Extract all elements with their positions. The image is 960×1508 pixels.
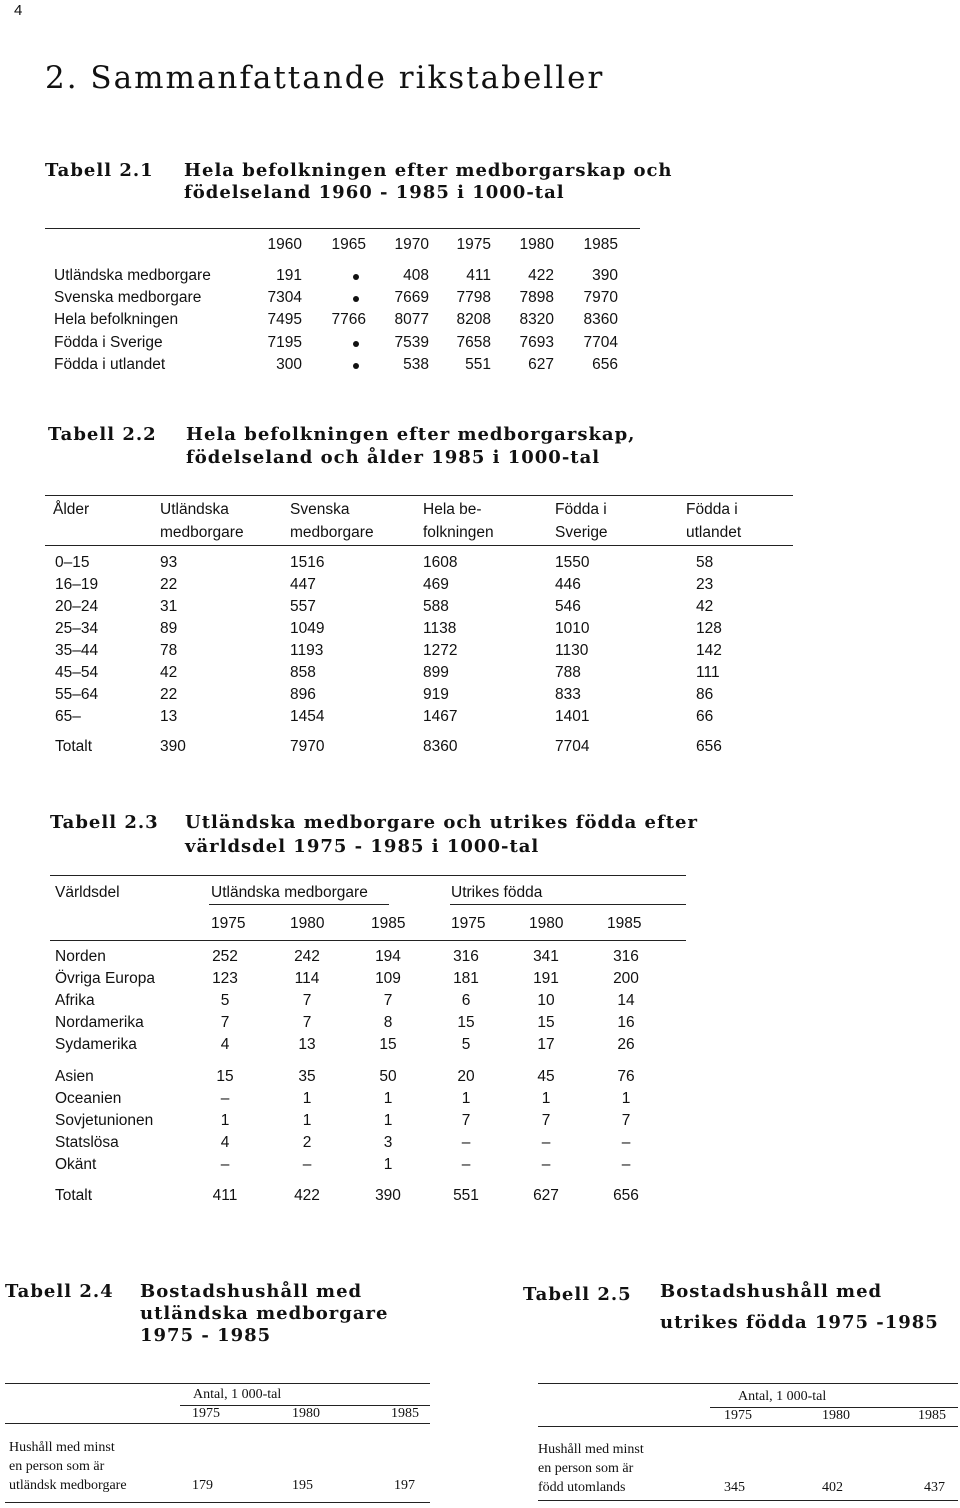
t21-row-label: Svenska medborgare [54, 289, 202, 307]
t22-cell: 1467 [423, 708, 458, 725]
t22-age-label: 45–54 [55, 664, 99, 681]
t22-cell: 128 [696, 620, 722, 637]
t24-year-1985: 1985 [391, 1406, 419, 1421]
t23-caption-line2: världsdel 1975 - 1985 i 1000-tal [185, 836, 540, 857]
t23-cell: 10 [537, 992, 555, 1009]
t22-header-line2: Sverige [555, 524, 608, 541]
t21-year-header: 1965 [331, 236, 366, 253]
t22-cell: 1516 [290, 554, 325, 571]
t23-cell: 8 [383, 1014, 393, 1031]
t23-cell: 5 [220, 992, 230, 1009]
t21-year-header: 1970 [394, 236, 429, 253]
t23-row-label: Asien [55, 1068, 94, 1085]
t21-cell [299, 267, 366, 285]
t23-cell: – [220, 1156, 230, 1173]
t21-cell: 7669 [394, 289, 429, 307]
t21-cell [299, 289, 366, 307]
t22-total-cell: 7970 [290, 738, 325, 755]
t21-cell: 8208 [456, 311, 491, 329]
t22-cell: 1608 [423, 554, 458, 571]
t23-year-header: 1985 [607, 915, 642, 932]
t21-cell: 538 [403, 355, 429, 373]
t21-cell [299, 356, 366, 374]
t21-row-label: Födda i utlandet [54, 355, 166, 373]
t23-cell: 16 [617, 1014, 635, 1031]
t23-row-label: Övriga Europa [55, 970, 155, 987]
t22-header-line1: Födda i [686, 501, 738, 518]
t21-cell: 8320 [519, 311, 554, 329]
t21-cell: 7970 [583, 289, 618, 307]
t23-caption-number: Tabell 2.3 [50, 812, 159, 833]
t22-cell: 788 [555, 664, 581, 681]
t23-cell: – [621, 1156, 631, 1173]
t21-cell: 656 [592, 355, 618, 373]
t23-cell: 7 [302, 992, 312, 1009]
t23-cell: 45 [537, 1068, 555, 1085]
t21-cell: 408 [403, 267, 429, 284]
t22-cell: 13 [160, 708, 178, 725]
t23-cell: 4 [220, 1036, 230, 1053]
t23-cell: 109 [375, 970, 401, 987]
t25-year-1975: 1975 [724, 1408, 752, 1423]
t25-value-1980: 402 [822, 1480, 843, 1495]
t23-year-header: 1975 [211, 915, 246, 932]
t21-row-label: Hela befolkningen [54, 311, 179, 329]
t22-cell: 23 [696, 576, 714, 593]
t21-cell: 7704 [583, 333, 618, 351]
t22-cell: 546 [555, 598, 581, 615]
t23-group2-rule [450, 904, 686, 905]
t25-row-label-line1: Hushåll med minst [538, 1442, 644, 1457]
t23-cell: – [461, 1134, 471, 1151]
t22-age-label: 0–15 [55, 554, 90, 571]
t22-header-line1: Utländska [160, 501, 229, 518]
t22-cell: 1138 [423, 620, 457, 637]
t25-header-rule [538, 1426, 958, 1427]
t22-cell: 447 [290, 576, 316, 593]
t23-cell: 1 [220, 1112, 230, 1129]
t22-cell: 142 [696, 642, 722, 659]
t23-group-utrikes: Utrikes födda [451, 884, 543, 901]
t23-cell: 200 [613, 970, 639, 987]
t22-age-label: 65– [55, 708, 81, 725]
t22-header-line1: Ålder [53, 501, 90, 518]
t22-header-line2: folkningen [423, 524, 494, 541]
t22-cell: 66 [696, 708, 714, 725]
t23-col-worlddel: Världsdel [55, 884, 120, 901]
t23-cell: 2 [302, 1134, 312, 1151]
t24-row-label-line2: en person som är [9, 1459, 105, 1474]
t24-bottom-rule [5, 1502, 430, 1503]
t23-total-cell: 656 [613, 1187, 639, 1204]
t22-age-label: 16–19 [55, 576, 99, 593]
t22-age-label: 55–64 [55, 686, 99, 703]
t23-cell: 1 [302, 1112, 312, 1129]
t21-top-rule [45, 228, 640, 229]
t21-caption-number: Tabell 2.1 [45, 160, 154, 181]
t23-cell: 15 [379, 1036, 397, 1053]
t23-cell: 1 [383, 1156, 393, 1173]
t23-cell: 20 [457, 1068, 475, 1085]
t23-caption-line1: Utländska medborgare och utrikes födda efter [185, 812, 698, 833]
t21-cell: 422 [528, 267, 554, 284]
t24-caption-line2: utländska medborgare [140, 1303, 389, 1324]
t24-top-rule [5, 1383, 430, 1384]
t23-cell: 76 [617, 1068, 635, 1085]
t22-caption-line2: födelseland och ålder 1985 i 1000-tal [186, 447, 601, 468]
t22-cell: 858 [290, 664, 316, 681]
t23-cell: 191 [533, 970, 559, 987]
t22-header-line2: utlandet [686, 524, 742, 541]
t25-row-label-line2: en person som är [538, 1461, 634, 1476]
t22-header-line1: Födda i [555, 501, 607, 518]
bullet-icon [353, 363, 359, 369]
t22-cell: 89 [160, 620, 178, 637]
t21-year-header: 1980 [519, 236, 554, 253]
t23-cell: 1 [383, 1090, 393, 1107]
t22-cell: 557 [290, 598, 316, 615]
t23-row-label: Okänt [55, 1156, 97, 1173]
t22-cell: 22 [160, 576, 178, 593]
t23-cell: 7 [541, 1112, 551, 1129]
t22-cell: 93 [160, 554, 178, 571]
t23-total-cell: 390 [375, 1187, 401, 1204]
t23-row-label: Norden [55, 948, 106, 965]
t23-row-label: Sydamerika [55, 1036, 137, 1053]
t22-cell: 42 [160, 664, 178, 681]
t22-header-line2: medborgare [160, 524, 244, 541]
t21-cell: 7658 [456, 333, 491, 351]
t23-top-rule [50, 875, 686, 876]
t23-cell: 1 [383, 1112, 393, 1129]
t21-cell: 7766 [331, 311, 366, 329]
t21-year-header: 1975 [456, 236, 491, 253]
t23-cell: 1 [461, 1090, 471, 1107]
t21-cell: 8360 [583, 311, 618, 329]
t23-cell: 17 [537, 1036, 555, 1053]
t21-cell: 390 [592, 267, 618, 284]
t22-cell: 1010 [555, 620, 590, 637]
t23-group-utlandska: Utländska medborgare [211, 884, 368, 901]
t21-year-header: 1985 [583, 236, 618, 253]
t22-cell: 469 [423, 576, 449, 593]
t25-bottom-rule [538, 1500, 958, 1501]
t21-cell: 300 [276, 355, 302, 373]
t24-row-label-line3: utländsk medborgare [9, 1478, 127, 1493]
t22-header-line1: Svenska [290, 501, 350, 518]
t22-cell: 1550 [555, 554, 590, 571]
t23-total-cell: 627 [533, 1187, 559, 1204]
t23-cell: 26 [617, 1036, 635, 1053]
t24-caption-line1: Bostadshushåll med [140, 1281, 363, 1302]
t23-cell: 1 [302, 1090, 312, 1107]
t23-cell: 7 [220, 1014, 230, 1031]
t24-caption-number: Tabell 2.4 [5, 1281, 114, 1302]
t23-cell: 35 [298, 1068, 316, 1085]
t22-cell: 588 [423, 598, 449, 615]
t22-header-rule [45, 545, 793, 546]
t23-cell: – [302, 1156, 312, 1173]
t23-cell: 316 [453, 948, 479, 965]
t23-total-cell: 551 [453, 1187, 479, 1204]
t25-year-1985: 1985 [918, 1408, 946, 1423]
t22-age-label: 35–44 [55, 642, 99, 659]
t22-cell: 42 [696, 598, 714, 615]
t25-caption-number: Tabell 2.5 [523, 1284, 632, 1305]
t25-year-1980: 1980 [822, 1408, 850, 1423]
t22-cell: 446 [555, 576, 581, 593]
t22-cell: 111 [696, 664, 720, 681]
t24-year-1980: 1980 [292, 1406, 320, 1421]
t21-cell: 7195 [267, 333, 302, 351]
t25-value-1975: 345 [724, 1480, 745, 1495]
t21-caption [45, 160, 154, 181]
t22-cell: 31 [160, 598, 178, 615]
t22-cell: 919 [423, 686, 449, 703]
t21-cell: 7304 [267, 289, 302, 307]
t23-total-label: Totalt [55, 1187, 93, 1204]
t23-cell: 123 [212, 970, 238, 987]
t23-cell: 242 [294, 948, 320, 965]
t24-unit-label: Antal, 1 000-tal [193, 1387, 282, 1402]
t23-cell: – [461, 1156, 471, 1173]
t23-year-header: 1985 [371, 915, 406, 932]
t23-cell: – [541, 1134, 551, 1151]
t21-cell: 627 [528, 355, 554, 373]
t23-cell: 6 [461, 992, 471, 1009]
t23-cell: 3 [383, 1134, 393, 1151]
t23-cell: 14 [617, 992, 635, 1009]
t22-top-rule [45, 495, 793, 496]
t21-row-label: Utländska medborgare [54, 267, 211, 284]
t23-cell: 181 [453, 970, 479, 987]
t24-header-rule [5, 1423, 430, 1424]
t21-cell: 7495 [267, 311, 302, 329]
t22-cell: 86 [696, 686, 714, 703]
t23-cell: 15 [537, 1014, 555, 1031]
t22-total-cell: 656 [696, 738, 722, 755]
t22-caption-line1: Hela befolkningen efter medborgarskap, [186, 424, 636, 445]
t25-caption-line2: utrikes födda 1975 -1985 [660, 1312, 939, 1333]
t21-cell: 7898 [519, 289, 554, 307]
t22-cell: 78 [160, 642, 178, 659]
t24-value-1980: 195 [292, 1478, 313, 1493]
t22-cell: 1272 [423, 642, 458, 659]
t22-cell: 1049 [290, 620, 325, 637]
t23-cell: 194 [375, 948, 401, 965]
t21-cell: 7539 [394, 333, 429, 351]
t24-caption-line3: 1975 - 1985 [140, 1325, 272, 1346]
t23-cell: – [541, 1156, 551, 1173]
t23-cell: 15 [457, 1014, 475, 1031]
bullet-icon [353, 274, 359, 280]
bullet-icon [353, 341, 359, 347]
t21-caption-line2: födelseland 1960 - 1985 i 1000-tal [184, 182, 565, 203]
t21-cell: 411 [466, 267, 491, 284]
t23-cell: 50 [379, 1068, 397, 1085]
t23-cell: 1 [541, 1090, 551, 1107]
t23-total-cell: 411 [212, 1187, 238, 1204]
t23-total-cell: 422 [294, 1187, 320, 1204]
t22-total-cell: 8360 [423, 738, 458, 755]
t23-row-label: Statslösa [55, 1134, 119, 1151]
t22-cell: 1130 [555, 642, 589, 659]
t22-cell: 58 [696, 554, 714, 571]
t21-year-header: 1960 [267, 236, 302, 253]
t23-year-header: 1975 [451, 915, 486, 932]
t21-cell: 7693 [519, 333, 554, 351]
t24-value-1975: 179 [192, 1478, 213, 1493]
t23-cell: 7 [302, 1014, 312, 1031]
t24-year-1975: 1975 [192, 1406, 220, 1421]
t23-cell: 13 [298, 1036, 316, 1053]
t23-cell: 7 [383, 992, 393, 1009]
t22-cell: 833 [555, 686, 581, 703]
t23-cell: 7 [461, 1112, 471, 1129]
bullet-icon [353, 296, 359, 302]
t22-age-label: 20–24 [55, 598, 99, 615]
page-number: 4 [14, 2, 23, 19]
t22-total-cell: 7704 [555, 738, 590, 755]
t23-row-label: Oceanien [55, 1090, 122, 1107]
t22-total-label: Totalt [55, 738, 93, 755]
t25-value-1985: 437 [924, 1480, 945, 1495]
t21-cell [299, 334, 366, 352]
t23-cell: 341 [533, 948, 559, 965]
t22-header-line1: Hela be- [423, 501, 482, 518]
t24-row-label-line1: Hushåll med minst [9, 1440, 115, 1455]
t23-cell: 1 [621, 1090, 631, 1107]
t23-cell: – [220, 1090, 230, 1107]
t23-row-label: Nordamerika [55, 1014, 144, 1031]
t25-top-rule [538, 1383, 958, 1384]
t23-cell: 7 [621, 1112, 631, 1129]
t22-total-cell: 390 [160, 738, 186, 755]
t22-age-label: 25–34 [55, 620, 99, 637]
t22-cell: 1401 [555, 708, 590, 725]
t23-cell: 114 [294, 970, 320, 987]
t23-cell: 15 [216, 1068, 234, 1085]
page-heading: 2. Sammanfattande rikstabeller [45, 60, 605, 96]
t23-cell: 4 [220, 1134, 230, 1151]
t25-unit-label: Antal, 1 000-tal [738, 1389, 827, 1404]
t23-cell: 316 [613, 948, 639, 965]
t22-cell: 899 [423, 664, 449, 681]
t23-row-label: Afrika [55, 992, 95, 1009]
t22-caption-number: Tabell 2.2 [48, 424, 157, 445]
t21-cell: 191 [276, 267, 302, 284]
t22-cell: 1193 [290, 642, 324, 659]
t23-group1-rule [209, 904, 389, 905]
t23-cell: – [621, 1134, 631, 1151]
t22-header-line2: medborgare [290, 524, 374, 541]
t25-row-label-line3: född utomlands [538, 1480, 626, 1495]
t21-caption-line1: Hela befolkningen efter medborgarskap och [184, 160, 673, 181]
t23-cell: 5 [461, 1036, 471, 1053]
t23-row-label: Sovjetunionen [55, 1112, 154, 1129]
t21-row-label: Födda i Sverige [54, 333, 163, 351]
t21-cell: 8077 [394, 311, 429, 329]
t25-caption-line1: Bostadshushåll med [660, 1281, 883, 1302]
t23-header-rule [50, 940, 686, 941]
t23-year-header: 1980 [529, 915, 564, 932]
t22-cell: 22 [160, 686, 178, 703]
t23-cell: 252 [212, 948, 238, 965]
t21-cell: 551 [465, 355, 491, 373]
t22-cell: 896 [290, 686, 316, 703]
t21-cell: 7798 [456, 289, 491, 307]
t22-cell: 1454 [290, 708, 325, 725]
t23-year-header: 1980 [290, 915, 325, 932]
t24-value-1985: 197 [394, 1478, 415, 1493]
